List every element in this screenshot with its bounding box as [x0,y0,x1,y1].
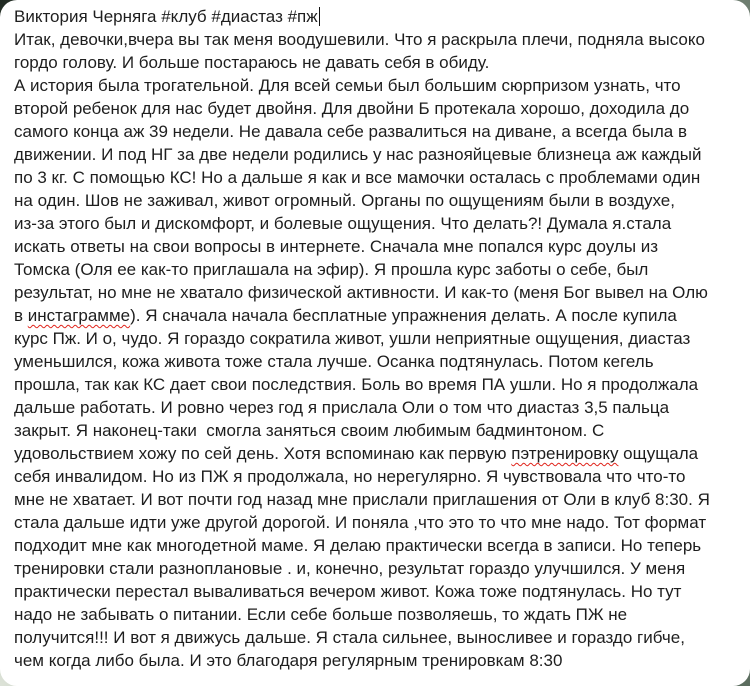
text-segment: в [14,306,28,325]
text-segment: искать ответы на свои вопросы в интернете. Сначала мне попался курс доулы из [14,237,659,256]
text-segment: мне не хватает. И вот почти год назад мне прислали приглашения от Оли в клуб 8:30. Я [14,490,710,509]
text-segment: надо не забывать о питании. Если себе больше позволяешь, то ждать ПЖ не [14,605,628,624]
text-segment: получится!!! И вот я движусь дальше. Я стала сильнее, выносливее и гораздо гибче, [14,628,685,647]
text-segment: удовольствием хожу по сей день. Хотя вспоминаю как первую [14,444,512,463]
text-segment: чем когда либо была. И это благодаря регулярным тренировкам 8:30 [14,651,563,670]
text-line [14,327,737,350]
text-line [14,51,737,74]
text-line [14,557,737,580]
text-segment: второй ребенок для нас будет двойня. Для двойни Б протекала хорошо, доходила до [14,99,690,118]
text-segment: дальше работать. И ровно через год я прислала Оли о том что диастаз 3,5 пальца [14,398,670,417]
text-segment: по 3 кг. С помощью КС! Но а дальше я как и все мамочки осталась с проблемами один [14,168,701,187]
text-segment: уменьшился, кожа живота тоже стала лучше. Осанка подтянулась. Потом кегель [14,352,654,371]
text-segment: ). Я сначала начала бесплатные упражнения делать. А после купила [130,306,677,325]
text-line [14,166,737,189]
text-line [14,281,737,304]
text-segment: Томска (Оля ее как-то приглашала на эфир). Я прошла курс заботы о себе, был [14,260,649,279]
text-line [14,143,737,166]
text-line [14,350,737,373]
text-line [14,603,737,626]
text-segment: Виктория Черняга #клуб #диастаз #пж [14,7,318,26]
text-segment: самого конца аж 39 недели. Не давала себе развалиться на диване, а всегда была в [14,122,687,141]
text-segment: закрыт. Я наконец-таки смогла заняться своим любимым бадминтоном. С [14,421,605,440]
text-segment: из-за этого был и дискомфорт, и болевые ощущения. Что делать?! Думала я.стала [14,214,672,233]
text-line [14,74,737,97]
text-line [14,626,737,649]
text-segment: движении. И под НГ за две недели родились у нас разнояйцевые близнеца аж каждый [14,145,702,164]
text-segment: подходит мне как многодетной маме. Я делаю практически всегда в записи. Но теперь [14,536,702,555]
text-segment: практически перестал вываливаться вечером живот. Кожа тоже подтянулась. Но тут [14,582,682,601]
text-line [14,120,737,143]
text-line [14,28,737,51]
text-line [14,580,737,603]
text-line [14,488,737,511]
text-line [14,258,737,281]
text-line [14,189,737,212]
text-line [14,534,737,557]
text-line [14,235,737,258]
misspelled-word: инстаграмме [27,306,131,325]
text-segment: себя инвалидом. Но из ПЖ я продолжала, но нерегулярно. Я чувствовала что что-то [14,467,686,486]
text-line [14,304,737,327]
text-line [14,511,737,534]
text-line [14,442,737,465]
text-segment: прошла, так как КС дает свои последствия. Боль во время ПА ушли. Но я продолжала [14,375,699,394]
text-line [14,373,737,396]
text-segment: на один. Шов не заживал, живот огромный. Органы по ощущениям были в воздухе, [14,191,675,210]
text-segment: тренировки стали разноплановые . и, конечно, результат гораздо улучшился. У меня [14,559,686,578]
text-segment: результат, но мне не хватало физической активности. И как-то (меня Бог вывел на Олю [14,283,708,302]
text-segment: ощущала [618,444,699,463]
text-line [14,465,737,488]
text-segment: А история была трогательной. Для всей семьи был большим сюрпризом узнать, что [14,76,681,95]
misspelled-word: пэтренировку [511,444,619,463]
text-line [14,97,737,120]
post-text-editor[interactable] [14,5,737,676]
text-segment: гордо голову. И больше постараюсь не давать себя в обиду. [14,53,490,72]
text-cursor [319,7,321,26]
text-segment: стала дальше идти уже другой дорогой. И поняла ,что это то что мне надо. Тот формат [14,513,707,532]
text-line [14,649,737,672]
text-segment: Итак, девочки,вчера вы так меня воодушевили. Что я раскрыла плечи, подняла высоко [14,30,705,49]
text-line [14,396,737,419]
text-line [14,5,737,28]
text-segment: курс Пж. И о, чудо. Я гораздо сократила живот, ушли неприятные ощущения, диастаз [14,329,691,348]
text-line [14,419,737,442]
text-line [14,212,737,235]
